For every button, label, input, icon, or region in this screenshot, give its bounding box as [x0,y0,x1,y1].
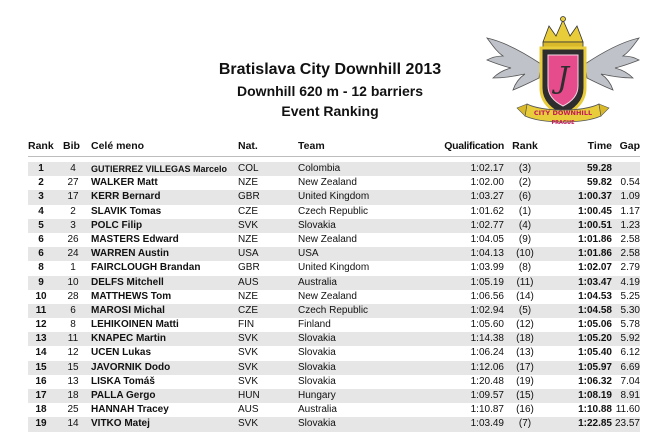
cell-gap: 2.79 [620,262,640,274]
cell-bib: 11 [67,333,79,345]
cell-gap: 6.69 [620,361,640,373]
table-row [28,403,640,417]
cell-team: New Zealand [298,233,357,245]
cell-gap: 1.23 [620,219,640,231]
cell-nationality: NZE [238,177,258,189]
cell-qualification-rank: (2) [518,177,532,189]
header-rank: Rank [28,140,54,152]
cell-qualification-rank: (6) [518,191,532,203]
header-bib: Bib [63,140,80,152]
cell-rank: 17 [35,390,47,401]
cell-gap: 5.92 [620,333,640,345]
cell-rank: 6 [38,233,44,245]
table-row [28,247,640,261]
cell-team: Czech Republic [298,205,369,217]
cell-bib: 27 [67,177,79,189]
cell-qualification: 1:03.27 [470,191,504,203]
table-row [28,361,640,375]
cell-qualification: 1:03.99 [470,262,504,274]
cell-bib: 10 [67,276,79,288]
header-team: Team [298,140,325,152]
cell-rank: 11 [35,304,47,316]
cell-nationality: SVK [238,347,259,359]
cell-nationality: HUN [238,390,260,401]
cell-team: New Zealand [298,290,357,302]
cell-qualification: 1:20.48 [470,375,504,387]
cell-gap: 5.78 [620,319,640,331]
cell-qualification: 1:12.06 [470,361,504,373]
crest-banner-subtext: PRAGUE [551,120,575,126]
cell-qualification-rank: (18) [516,333,534,345]
cell-name: HANNAH Tracey [91,404,169,416]
cell-team: Czech Republic [298,304,369,316]
table-row [28,346,640,360]
cell-rank: 12 [35,319,47,331]
cell-qualification-rank: (17) [516,361,534,373]
cell-name: MATTHEWS Tom [91,290,172,302]
cell-name: JAVORNIK Dodo [91,361,171,373]
cell-team: United Kingdom [298,262,370,274]
cell-nationality: FIN [238,319,255,331]
cell-time: 1:08.19 [578,390,612,401]
header-qualification: Qualification [444,140,504,152]
cell-qualification: 1:10.87 [470,404,504,416]
cell-team: Slovakia [298,219,336,231]
cell-name: GUTIERREZ VILLEGAS Marcelo [91,164,228,174]
cell-time: 1:04.58 [578,304,612,316]
cell-qualification-rank: (13) [516,347,534,359]
cell-team: Finland [298,319,331,331]
cell-gap: 0.54 [620,177,640,189]
cell-bib: 6 [70,304,76,316]
cell-rank: 9 [38,276,44,288]
cell-name: POLC Filip [91,219,143,231]
cell-time: 1:05.97 [578,361,612,373]
event-ranking-heading: Event Ranking [281,103,379,119]
header-time: Time [587,140,612,152]
table-row [28,162,640,176]
cell-nationality: SVK [238,333,259,345]
table-row [28,261,640,275]
cell-rank: 4 [38,205,44,217]
cell-qualification-rank: (19) [516,375,534,387]
cell-name: VITKO Matej [91,418,150,430]
cell-team: Hungary [298,390,336,401]
cell-qualification: 1:02.94 [470,304,504,316]
header-name: Celé meno [91,140,145,152]
cell-nationality: SVK [238,219,259,231]
cell-nationality: CZE [238,304,258,316]
cell-time: 1:00.37 [578,191,612,203]
cell-time: 1:01.86 [578,248,612,260]
cell-rank: 18 [35,404,47,416]
cell-gap: 5.30 [620,304,640,316]
table-row [28,233,640,247]
cell-nationality: SVK [238,418,259,430]
cell-nationality: AUS [238,276,259,288]
cell-time: 1:05.20 [578,333,612,345]
table-row [28,389,640,403]
cell-qualification-rank: (5) [518,304,532,316]
cell-gap: 1.09 [620,191,640,203]
cell-rank: 19 [35,418,47,430]
cell-gap: 6.12 [620,347,640,359]
header-qualification-rank: Rank [512,140,538,152]
cell-name: MASTERS Edward [91,233,179,245]
cell-qualification-rank: (10) [516,248,534,260]
cell-time: 59.28 [586,163,612,174]
cell-name: PALLA Gergo [91,390,156,401]
cell-bib: 25 [67,404,79,416]
cell-gap: 23.57 [614,418,640,430]
cell-gap: 5.25 [620,290,640,302]
cell-qualification: 1:06.56 [470,290,504,302]
cell-bib: 14 [67,418,79,430]
cell-bib: 12 [67,347,79,359]
table-row [28,290,640,304]
cell-nationality: NZE [238,233,258,245]
cell-team: Slovakia [298,347,336,359]
cell-time: 1:02.07 [578,262,612,274]
cell-team: Australia [298,276,337,288]
cell-rank: 8 [38,262,44,274]
cell-name: KNAPEC Martin [91,333,167,345]
cell-team: Australia [298,404,337,416]
cell-time: 1:00.45 [578,205,612,217]
cell-time: 1:10.88 [578,404,612,416]
cell-qualification: 1:09.57 [470,390,504,401]
table-row [28,205,640,219]
cell-team: Slovakia [298,361,336,373]
cell-qualification-rank: (11) [516,276,534,288]
cell-team: Slovakia [298,375,336,387]
cell-rank: 3 [38,191,44,203]
cell-qualification-rank: (1) [518,205,532,217]
cell-name: DELFS Mitchell [91,276,164,288]
cell-time: 1:05.06 [578,319,612,331]
table-row [28,276,640,290]
cell-nationality: GBR [238,262,260,274]
cell-name: KERR Bernard [91,191,161,203]
cell-name: WALKER Matt [91,177,158,189]
cell-rank: 1 [38,163,44,174]
table-row [28,417,640,431]
cell-qualification-rank: (14) [516,290,534,302]
cell-rank: 6 [38,248,44,260]
cell-rank: 14 [35,347,47,359]
cell-nationality: NZE [238,290,258,302]
cell-time: 1:22.85 [578,418,612,430]
cell-rank: 16 [35,375,47,387]
cell-name: WARREN Austin [91,248,169,260]
cell-bib: 26 [67,233,79,245]
cell-name: FAIRCLOUGH Brandan [91,262,201,274]
cell-nationality: USA [238,248,259,260]
cell-gap: 4.19 [620,276,640,288]
cell-team: United Kingdom [298,191,370,203]
cell-bib: 2 [70,205,76,217]
cell-nationality: CZE [238,205,258,217]
cell-gap: 1.17 [620,205,640,217]
cell-rank: 13 [35,333,47,345]
city-downhill-crest-logo [483,12,643,130]
table-row [28,375,640,389]
cell-qualification-rank: (9) [518,233,532,245]
cell-nationality: SVK [238,375,259,387]
cell-qualification: 1:05.60 [470,319,504,331]
cell-qualification-rank: (15) [516,390,534,401]
cell-qualification: 1:05.19 [470,276,504,288]
cell-qualification: 1:06.24 [470,347,504,359]
cell-team: Colombia [298,163,341,174]
table-row [28,219,640,233]
cell-time: 1:04.53 [578,290,612,302]
cell-nationality: AUS [238,404,259,416]
cell-name: LISKA Tomáš [91,375,155,387]
table-row [28,176,640,190]
header-divider [28,156,640,157]
cell-qualification-rank: (8) [518,262,532,274]
cell-gap: 7.04 [620,375,640,387]
cell-qualification: 1:04.13 [470,248,504,260]
cell-qualification-rank: (7) [518,418,532,430]
event-subtitle: Downhill 620 m - 12 barriers [237,83,423,99]
cell-name: MAROSI Michal [91,304,165,316]
cell-qualification: 1:01.62 [470,205,504,217]
cell-gap: 8.91 [620,390,640,401]
cell-qualification: 1:03.49 [470,418,504,430]
cell-qualification-rank: (12) [516,319,534,331]
table-row [28,332,640,346]
cell-bib: 13 [67,375,79,387]
cell-name: UCEN Lukas [91,347,152,359]
results-table-body [28,162,640,432]
header-nationality: Nat. [238,140,258,152]
cell-qualification: 1:02.17 [470,163,504,174]
cell-qualification: 1:02.77 [470,219,504,231]
cell-time: 1:05.40 [578,347,612,359]
cell-time: 1:06.32 [578,375,612,387]
cell-gap: 2.58 [620,248,640,260]
cell-team: Slovakia [298,333,336,345]
cell-bib: 17 [67,191,79,203]
cell-bib: 3 [70,219,76,231]
cell-bib: 28 [67,290,79,302]
header-gap: Gap [619,140,640,152]
cell-nationality: GBR [238,191,260,203]
cell-name: LEHIKOINEN Matti [91,319,179,331]
cell-bib: 8 [70,319,76,331]
cell-bib: 24 [67,248,79,260]
cell-qualification-rank: (4) [518,219,532,231]
cell-bib: 1 [70,262,76,274]
crest-letter: J [556,61,570,96]
crest-banner-text: CITY DOWNHILL [533,109,593,117]
cell-time: 59.82 [586,177,612,189]
cell-rank: 5 [38,219,44,231]
cell-time: 1:03.47 [578,276,612,288]
cell-bib: 18 [67,390,79,401]
cell-gap: 2.58 [620,233,640,245]
cell-nationality: COL [238,163,259,174]
cell-name: SLAVIK Tomas [91,205,162,217]
table-row [28,318,640,332]
cell-bib: 15 [67,361,79,373]
cell-gap: 11.60 [615,404,640,416]
event-title: Bratislava City Downhill 2013 [218,61,442,78]
cell-qualification: 1:14.38 [470,333,504,345]
cell-rank: 2 [38,177,44,189]
cell-qualification: 1:04.05 [470,233,504,245]
table-row [28,190,640,204]
cell-time: 1:01.86 [578,233,612,245]
cell-team: Slovakia [298,418,336,430]
cell-team: USA [298,248,319,260]
cell-qualification-rank: (16) [516,404,534,416]
cell-bib: 4 [70,163,76,174]
results-table-header [0,140,660,156]
cell-qualification-rank: (3) [518,163,532,174]
cell-team: New Zealand [298,177,357,189]
table-row [28,304,640,318]
cell-time: 1:00.51 [578,219,612,231]
cell-nationality: SVK [238,361,259,373]
cell-qualification: 1:02.00 [470,177,504,189]
cell-rank: 15 [35,361,47,373]
cell-rank: 10 [35,290,47,302]
